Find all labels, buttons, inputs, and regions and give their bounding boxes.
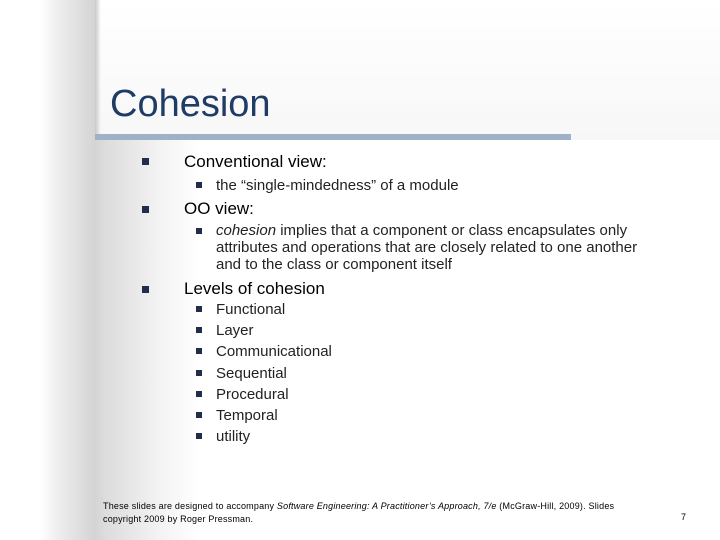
bullet-icon: [142, 286, 149, 293]
level-item: utility: [216, 428, 251, 445]
footer-text-part1: These slides are designed to accompany: [103, 501, 277, 511]
oo-view-text: [216, 222, 656, 273]
slide-footer: [103, 500, 623, 526]
section-heading-oo: OO view:: [184, 199, 254, 218]
sub-bullet-icon: [196, 348, 202, 354]
section-heading-levels: Levels of cohesion: [184, 279, 325, 298]
page-number: 7: [681, 512, 687, 522]
footer-text-part2: (McGraw-Hill, 2009). Slides copyright 2009 by Roger Pressman.: [103, 501, 615, 524]
title-panel-shadow: [95, 0, 101, 140]
sub-bullet-icon: [196, 306, 202, 312]
level-item: Communicational: [216, 343, 332, 360]
oo-view-description: implies that a component or class encapsulates only attributes and operations that are closely related to one another and to the class or component itself: [216, 222, 638, 273]
cohesion-term: cohesion: [216, 222, 277, 239]
sub-bullet-icon: [196, 327, 202, 333]
sub-bullet-icon: [196, 412, 202, 418]
sub-bullet-icon: [196, 391, 202, 397]
conventional-view-text: the “single-mindedness” of a module: [216, 177, 459, 194]
level-item: Procedural: [216, 386, 289, 403]
sub-bullet-icon: [196, 433, 202, 439]
bullet-icon: [142, 206, 149, 213]
section-heading-conventional: Conventional view:: [184, 152, 327, 171]
title-underline: [95, 134, 571, 140]
sub-bullet-icon: [196, 228, 202, 234]
bullet-icon: [142, 158, 149, 165]
sub-bullet-icon: [196, 182, 202, 188]
footer-book-title: Software Engineering: A Practitioner’s Approach, 7/e: [276, 501, 497, 511]
level-item: Functional: [216, 301, 286, 318]
slide-title: Cohesion: [110, 83, 271, 125]
level-item: Sequential: [216, 365, 287, 382]
level-item: Layer: [216, 322, 254, 339]
sub-bullet-icon: [196, 370, 202, 376]
level-item: Temporal: [216, 407, 278, 424]
